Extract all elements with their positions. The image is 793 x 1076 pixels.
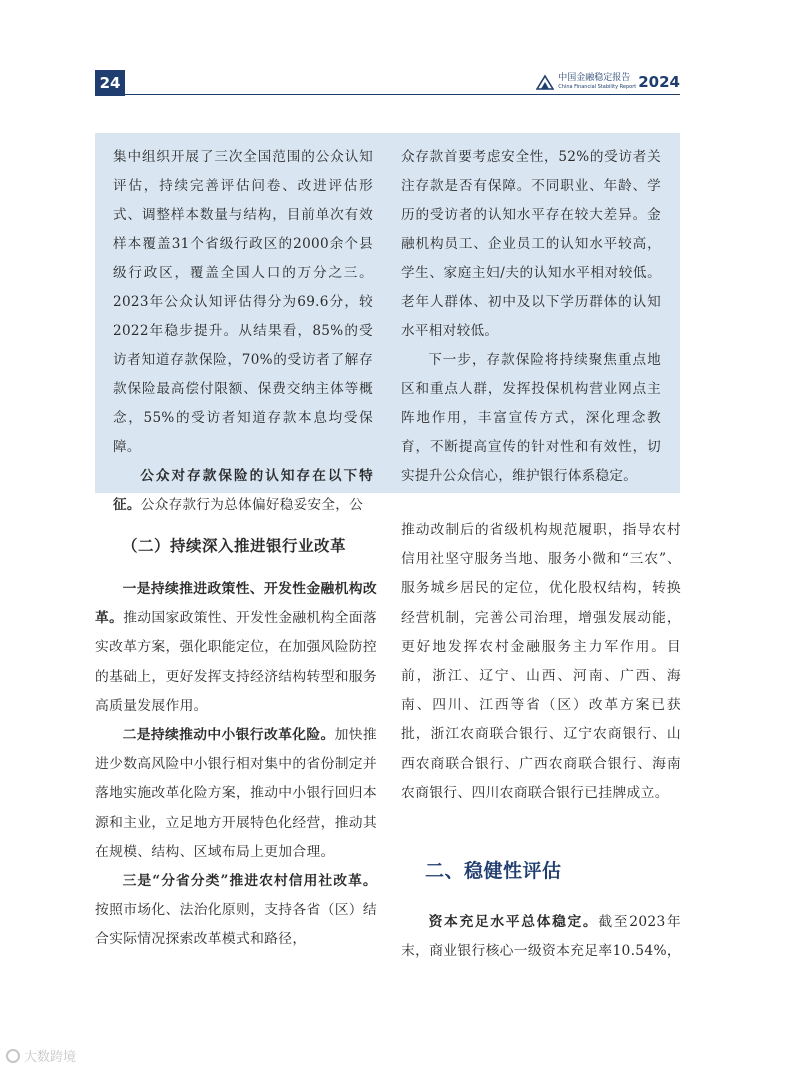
section-heading: 二、稳健性评估 — [425, 860, 562, 882]
bold-lead: 一是持续推进政策性、开发性金融机构改革。 — [95, 581, 377, 627]
box-bold-lead: 公众对存款保险的认知存在以下特征。 — [113, 468, 373, 513]
box-paragraph: 下一步，存款保险将持续聚焦重点地区和重点人群，发挥投保机构营业网点主阵地作用，丰富宣传方式，深化理念教育，不断提高宣传的针对性和有效性，切实提升公众信心，维护银行体系稳定。 — [401, 352, 661, 484]
body-paragraph — [95, 575, 377, 721]
body-right-column — [401, 516, 681, 808]
box-paragraph — [113, 462, 373, 520]
box-right-column — [401, 143, 661, 491]
sub-heading: （二）持续深入推进银行业改革 — [122, 537, 347, 555]
body-text: 推动国家政策性、开发性金融机构全面落实改革方案，强化职能定位，在加强风险防控的基础上，更好发挥支持经济结构转型和服务高质量发展作用。 — [95, 610, 377, 714]
box-paragraph: 众存款首要考虑安全性，52%的受访者关注存款是否有保障。不同职业、年龄、学历的受访者的认知水平存在较大差异。金融机构员工、企业员工的认知水平较高，学生、家庭主妇/夫的认知水平相对较低。老年人群体、初中及以下学历群体的认知水平相对较低。 — [401, 149, 661, 339]
bold-lead: 二是持续推动中小银行改革化险。 — [122, 727, 335, 744]
body-paragraph: 推动改制后的省级机构规范履职，指导农村信用社坚守服务当地、服务小微和“三农”、服务城乡居民的定位，优化股权结构，转换经营机制，完善公司治理，增强发展动能，更好地发挥农村金融服务主力军作用。目前，浙江、辽宁、山西、河南、广西、海南、四川、江西等省（区）改革方案已获批，浙江农商联合银行、辽宁农商银行、山西农商联合银行、广西农商联合银行、海南农商银行、四川农商联合银行已挂牌成立。 — [401, 522, 681, 801]
body-text: 加快推进少数高风险中小银行相对集中的省份制定并落地实施改革化险方案，推动中小银行回归本源和主业，立足地方开展特色化经营，推动其在规模、结构、区域布局上更加合理。 — [95, 727, 377, 860]
body-paragraph — [95, 721, 377, 867]
body-paragraph — [95, 867, 377, 955]
bold-lead: 三是“分省分类”推进农村信用社改革。 — [122, 873, 377, 890]
body-text: 截至2023年末，商业银行核心一级资本充足率10.54%， — [401, 914, 681, 960]
report-title-cn: 中国金融稳定报告 — [558, 73, 631, 83]
box-paragraph: 集中组织开展了三次全国范围的公众认知评估，持续完善评估问卷、改进评估形式、调整样本数量与结构，目前单次有效样本覆盖31个省级行政区的2000余个县级行政区，覆盖全国人口的万分之三。2023年公众认知评估得分为69.6分，较2022年稳步提升。从结果看，85%的受访者知道存款保险，70%的受访者了解存款保险最高偿付限额、保费交纳主体等概念，55%的受访者知道存款本息均受保障。 — [113, 149, 373, 455]
report-logo-icon — [536, 74, 554, 90]
report-year: 2024 — [638, 73, 680, 91]
body-right-column-2 — [401, 908, 681, 966]
box-left-column — [113, 143, 373, 520]
report-brand — [536, 70, 680, 94]
body-paragraph — [401, 908, 681, 966]
watermark — [6, 1046, 76, 1065]
bold-lead: 资本充足水平总体稳定。 — [428, 914, 599, 930]
body-left-column — [95, 575, 377, 955]
report-title-en: China Financial Stability Report — [558, 84, 637, 90]
box-text: 公众存款行为总体偏好稳妥安全，公 — [140, 497, 364, 513]
header-rule — [125, 94, 680, 95]
watermark-logo-icon — [6, 1049, 20, 1063]
body-text: 按照市场化、法治化原则，支持各省（区）结合实际情况探索改革模式和路径， — [95, 902, 377, 948]
watermark-text: 大数跨境 — [24, 1050, 77, 1065]
page-number: 24 — [95, 70, 125, 96]
